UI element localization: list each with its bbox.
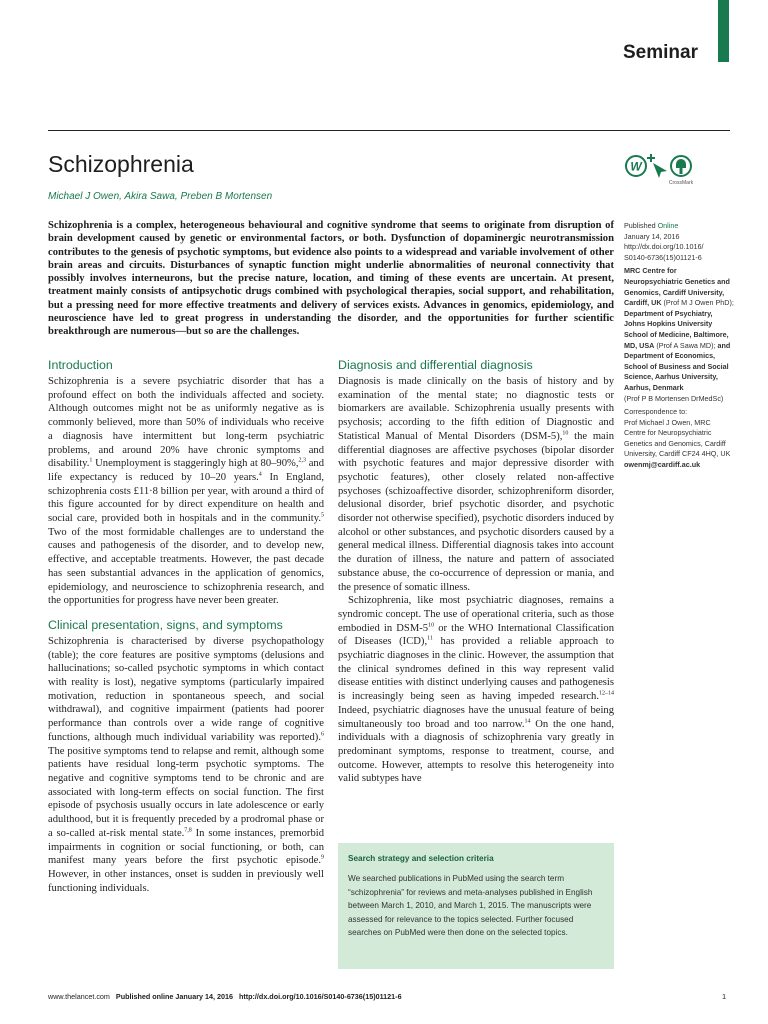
header-divider (48, 130, 730, 131)
abstract: Schizophrenia is a complex, heterogeneous behavioural and cognitive syndrome that seems to originate from disruption of brain development caused by genetic or environmental factors, or both. Dysfunction of dopaminergic neurotransmission contributes to the genesis of psychotic symptoms, but evidence also points to a widespread and variable involvement of other brain areas and circuits. Disturbances of synaptic function might underlie abnormalities of neuronal connectivity that possibly involves interneurons, but the precise nature, location, and timing of these events are uncertain. At present, treatment mainly consists of antipsychotic drugs combined with psychological therapies, social support, and rehabilitation, but a pressing need for more effective treatments and delivery of services exists. Advances in genomics, epidemiology, and neuroscience have led to great progress in understanding the disorder, and the opportunities for further scientific breakthrough are numerous—but so are the challenges. (48, 220, 614, 338)
affiliations: MRC Centre for Neuropsychiatric Genetics and Genomics, Cardiff University, Cardiff, UK (Prof M J Owen PhD); Department of Psychiatry, Johns Hopkins University School of Medicine, Baltimore, MD, USA (Prof A Sawa MD); and Department of Economics, School of Business and Social Science, Aarhus University, Aarhus, Denmark (Prof P B Mortensen DrMedSc) (624, 266, 734, 403)
body-column-left (48, 358, 324, 895)
correspondence: Correspondence to: Prof Michael J Owen, MRC Centre for Neuropsychiatric Genetics and Genomics, Cardiff University, Cardiff CF24 4HQ, UK owenmj@cardiff.ac.uk (624, 407, 731, 470)
introduction-heading: Introduction (48, 358, 113, 372)
clinical-heading: Clinical presentation, signs, and symptoms (48, 617, 283, 632)
published-date: January 14, 2016 (624, 231, 680, 241)
correspondence-email[interactable]: owenmj@cardiff.ac.uk (624, 460, 701, 470)
section-label: Seminar (623, 42, 698, 63)
diagnosis-heading: Diagnosis and differential diagnosis (338, 358, 533, 372)
crossmark-label: CrossMark (668, 180, 694, 186)
search-strategy-title: Search strategy and selection criteria (348, 854, 494, 863)
search-strategy-text: We searched publications in PubMed using the search term “schizophrenia” for reviews and meta-analyses published in English between March 1, 2010, and March 1, 2015. The manuscripts were assessed for relevance to the topics selected. Further focused searches on PubMed were then done on the selected topics. (348, 874, 593, 938)
footer-doi-link[interactable]: http://dx.doi.org/10.1016/S0140-6736(15)01121-6 (238, 992, 402, 1001)
page-number: 1 (722, 992, 727, 1001)
clinical-paragraph: Schizophrenia is characterised by diverse psychopathology (table); the core features are positive symptoms (delusions and hallucinations; so-called psychotic symptoms in which contact with reality is lost), negative symptoms (particularly impaired motivation, reduction in spontaneous speech, and social withdrawal), and cognitive impairment (patients had poorer performance than controls over a wide range of cognitive functions, although much individual variability was reported).$^6$ The positive symptoms tend to relapse and remit, although some patients have residual long-term psychotic symptoms. The negative and cognitive symptoms tend to be chronic and are associated with long-term effects on social function. The first episode of psychosis usually occurs in late adolescence or early adulthood, but it is frequently preceded by a prodromal phase or a so-called at-risk mental state.$^{7,8}$ In some instances, premorbid impairments in cognition or social functioning, or both, can manifest many years before the first psychotic episode.$^9$ However, in other instances, onset is sudden in previously well functioning individuals. (48, 635, 324, 894)
search-strategy-panel (338, 843, 614, 969)
journal-site-link[interactable]: www.thelancet.com (48, 992, 110, 1001)
doi-link[interactable]: http://dx.doi.org/10.1016/ (624, 242, 704, 252)
article-title: Schizophrenia (48, 151, 194, 177)
publication-info: Published Online January 14, 2016 http://dx.doi.org/10.1016/ S0140-6736(15)01121-6 (624, 221, 704, 262)
body-column-right (338, 358, 614, 786)
crossmark-logo[interactable] (624, 150, 704, 190)
diagnosis-paragraph-2: Schizophrenia, like most psychiatric diagnoses, remains a syndromic concept. The use of operational criteria, such as those embodied in DSM-$5^{10}$ or the WHO International Classification of Diseases (ICD),$^{11}$ has provided a reliable approach to psychiatric diagnoses in the clinic. However, the assumption that the clinical syndromes defined in this way represent valid disease entities with distinct underlying causes and pathogenesis is increasingly being seen as having impeded research.$^{12-14}$ Indeed, psychiatric diagnoses have the unusual feature of being simultaneously too broad and too narrow.$^{14}$ On the one hand, individuals with a diagnosis of schizophrenia vary greatly in predominant symptoms, response to treatment, course, and outcome. However, attempts to resolve this heterogeneity into valid subtypes have (338, 595, 614, 785)
page-footer (48, 992, 402, 1001)
article-logos (624, 150, 704, 190)
doi-link-continued[interactable]: S0140-6736(15)01121-6 (624, 252, 702, 262)
author-list[interactable]: Michael J Owen, Akira Sawa, Preben B Mortensen (48, 191, 273, 202)
introduction-paragraph: Schizophrenia is a severe psychiatric disorder that has a profound effect on both the individuals affected and society. Although outcomes might not be as uniformly negative as is commonly believed, more than 50% of individuals who receive a diagnosis have intermittent but long-term psychiatric problems, and around 20% have chronic symptoms and disability.$^1$ Unemployment is staggeringly high at 80–90%,$^{2,3}$ and life expectancy is reduced by 10–20 years.$^4$ In England, schizophrenia costs £11·8 billion per year, with around a third of this figure accounted for by direct expenditure on health and social care, provided both in hospitals and in the community.$^5$ Two of the most formidable challenges are to understand the causes and pathogenesis of the disorder, and to develop new, effective, and acceptable treatments. However, the past decade has seen substantial advances in the application of genomics, epidemiology, and neuroscience to schizophrenia research, and the opportunities for progress have never been greater. (48, 376, 324, 607)
svg-text:W: W (630, 159, 642, 174)
online-link[interactable]: Online (657, 221, 679, 230)
footer-published: Published online January 14, 2016 (115, 992, 233, 1001)
article-sidebar (624, 221, 734, 474)
section-color-tab (718, 0, 729, 62)
diagnosis-paragraph-1: Diagnosis is made clinically on the basis of history and by examination of the mental state; no diagnostic tests or biomarkers are available. Schizophrenia usually presents with psychosis; according to the fifth edition of Diagnostic and Statistical Manual of Mental Disorders (DSM-5),$^{10}$ the main differential diagnoses are affective psychoses (bipolar disorder with psychotic features and major depressive disorder with psychotic features), other closely related non-affective psychoses (schizoaffective disorder, schizophreniform disorder, delusional disorder, brief psychotic disorder, and psychotic disorder not otherwise specified), psychotic disorders induced by alcohol or other substances, and psychotic disorders caused by a general medical illness. Differential diagnosis takes into account the duration of illness, the nature and pattern of associated substance abuse, the co-occurrence of depression or mania, and the presence of somatic illness. (338, 376, 615, 593)
